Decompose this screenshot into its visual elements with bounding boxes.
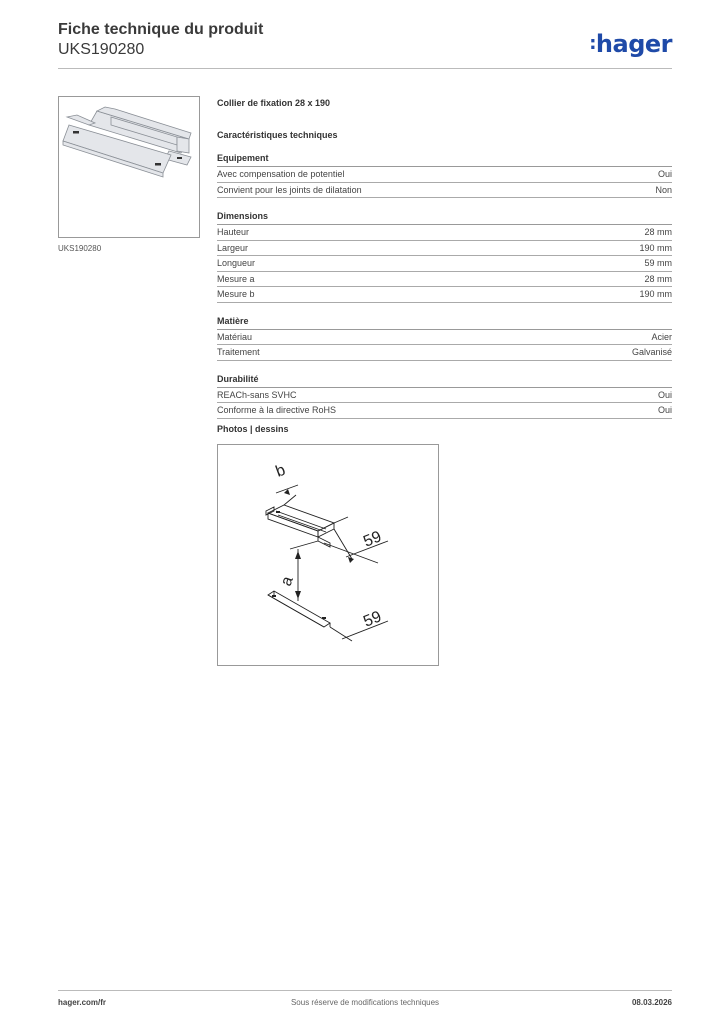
dimension-label-59-top: 59 <box>361 528 384 551</box>
spec-value: 59 mm <box>644 258 672 268</box>
spec-row <box>217 345 672 361</box>
spec-value: 190 mm <box>639 242 672 253</box>
specs-title: Caractéristiques techniques <box>217 130 338 140</box>
spec-group-matiere <box>217 315 672 361</box>
spec-label: Avec compensation de potentiel <box>217 169 345 179</box>
footer-divider <box>58 990 672 991</box>
spec-label: Largeur <box>217 242 249 253</box>
spec-group-title: Equipement <box>217 152 672 167</box>
spec-group-title: Matière <box>217 315 672 330</box>
product-image-caption: UKS190280 <box>58 244 102 253</box>
spec-group-title: Durabilité <box>217 373 672 388</box>
spec-value: Non <box>655 184 672 195</box>
spec-label: Hauteur <box>217 227 250 237</box>
spec-row <box>217 330 672 346</box>
spec-group-dimensions <box>217 210 672 303</box>
spec-row <box>217 167 672 183</box>
hager-logo: :hager <box>589 30 672 58</box>
header-divider <box>58 68 672 69</box>
spec-label: Mesure b <box>217 289 255 299</box>
photos-title: Photos | dessins <box>217 424 289 434</box>
page-title: Fiche technique du produit <box>58 21 264 38</box>
spec-row <box>217 183 672 199</box>
spec-row <box>217 272 672 288</box>
spec-group-durabilite <box>217 373 672 419</box>
product-image <box>58 96 200 238</box>
product-details <box>217 96 672 419</box>
spec-row <box>217 403 672 419</box>
spec-row <box>217 256 672 272</box>
spec-label: Longueur <box>217 258 256 268</box>
dimension-label-a: a <box>277 574 297 589</box>
spec-value: Galvanisé <box>631 347 672 357</box>
spec-label: Mesure a <box>217 273 255 284</box>
spec-value: Oui <box>657 405 672 415</box>
dimension-drawing <box>217 444 439 666</box>
footer-website-link[interactable]: hager.com/fr <box>58 998 107 1007</box>
page-header <box>58 20 672 60</box>
spec-label: REACh-sans SVHC <box>217 389 297 400</box>
spec-label: Convient pour les joints de dilatation <box>217 184 362 195</box>
spec-group-equipement <box>217 152 672 198</box>
spec-label: Traitement <box>217 347 260 357</box>
product-name: Collier de fixation 28 x 190 <box>217 98 331 108</box>
spec-label: Conforme à la directive RoHS <box>217 405 337 415</box>
dimension-label-59-bottom: 59 <box>361 608 384 631</box>
spec-row <box>217 241 672 257</box>
product-reference: UKS190280 <box>58 41 145 58</box>
spec-value: Oui <box>657 169 672 179</box>
spec-value: 28 mm <box>644 227 672 237</box>
spec-value: 28 mm <box>644 273 672 284</box>
spec-group-title: Dimensions <box>217 210 672 225</box>
spec-row <box>217 287 672 303</box>
spec-label: Matériau <box>217 331 253 342</box>
spec-row <box>217 388 672 404</box>
footer-notice: Sous réserve de modifications techniques <box>290 998 440 1007</box>
spec-value: Oui <box>657 389 672 400</box>
footer-date: 08.03.2026 <box>631 998 672 1007</box>
spec-value: Acier <box>651 331 672 342</box>
spec-row <box>217 225 672 241</box>
spec-value: 190 mm <box>639 289 672 299</box>
dimension-label-b: b <box>273 461 288 481</box>
